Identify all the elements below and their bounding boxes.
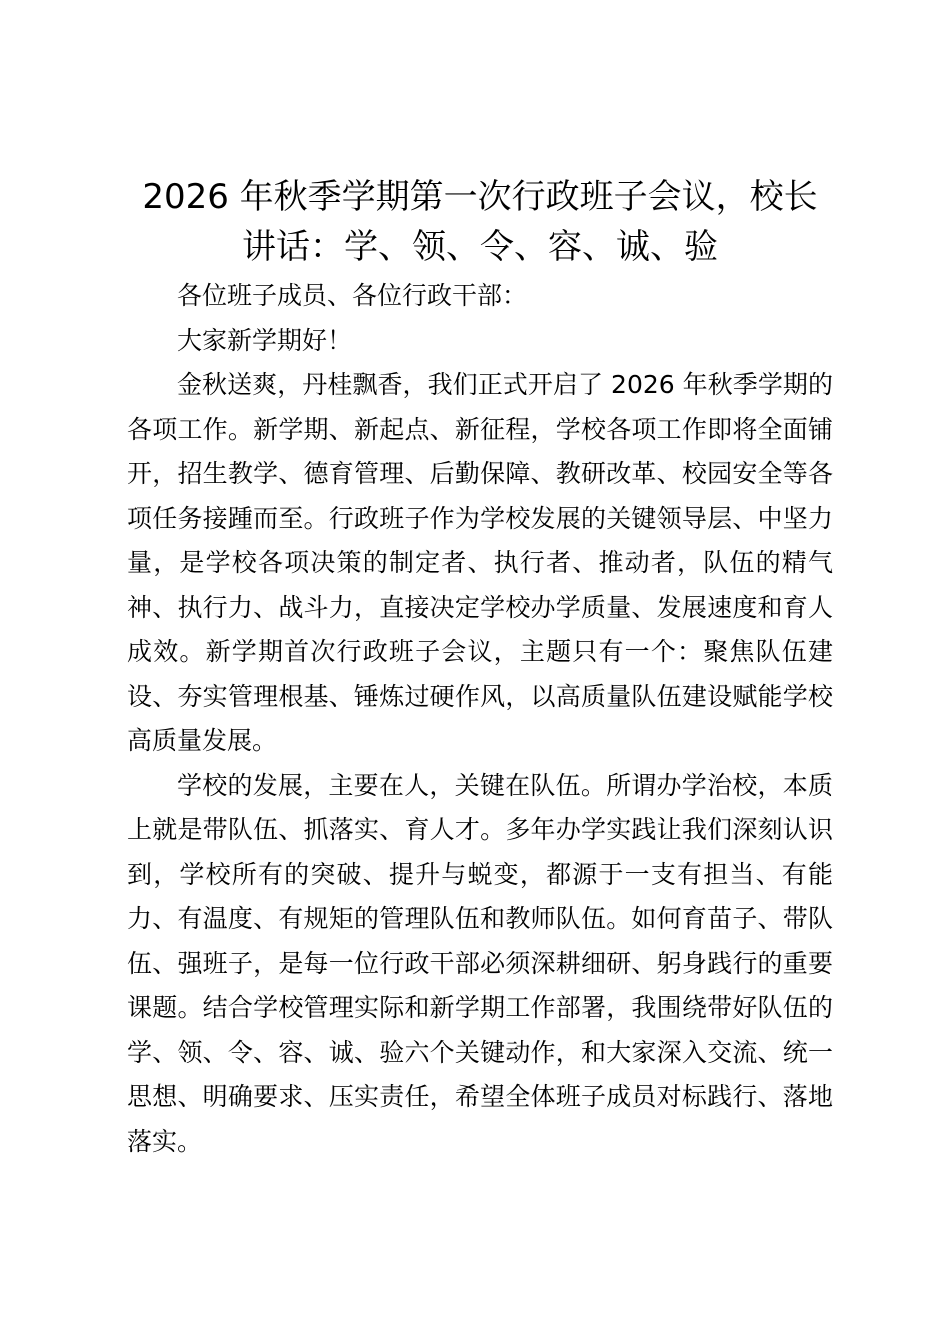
body-paragraph: 金秋送爽，丹桂飘香，我们正式开启了 2026 年秋季学期的各项工作。新学期、新起点、新征程，学校各项工作即将全面铺开，招生教学、德育管理、后勤保障、教研改革、校园安全等各项任务接踵而至。行政班子作为学校发展的关键领导层、中坚力量，是学校各项决策的制定者、执行者、推动者，队伍的精气神、执行力、战斗力，直接决定学校办学质量、发展速度和育人成效。新学期首次行政班子会议，主题只有一个：聚焦队伍建设、夯实管理根基、锤炼过硬作风，以高质量队伍建设赋能学校高质量发展。 xyxy=(127,370,833,755)
salutation: 各位班子成员、各位行政干部： xyxy=(177,281,528,310)
greeting: 大家新学期好！ xyxy=(177,325,353,355)
body-paragraph: 学校的发展，主要在人，关键在队伍。所谓办学治校，本质上就是带队伍、抓落实、育人才。多年办学实践让我们深刻认识到，学校所有的突破、提升与蜕变，都源于一支有担当、有能力、有温度、有规矩的管理队伍和教师队伍。如何育苗子、带队伍、强班子，是每一位行政干部必须深耕细研、躬身践行的重要课题。结合学校管理实际和新学期工作部署，我围绕带好队伍的学、领、令、容、诚、验六个关键动作，和大家深入交流、统一思想、明确要求、压实责任，希望全体班子成员对标践行、落地落实。 xyxy=(127,770,833,1156)
document-body xyxy=(127,274,833,1164)
document-page xyxy=(127,172,833,1164)
document-title: 2026 年秋季学期第一次行政班子会议，校长讲话：学、领、令、容、诚、验 xyxy=(142,177,818,267)
